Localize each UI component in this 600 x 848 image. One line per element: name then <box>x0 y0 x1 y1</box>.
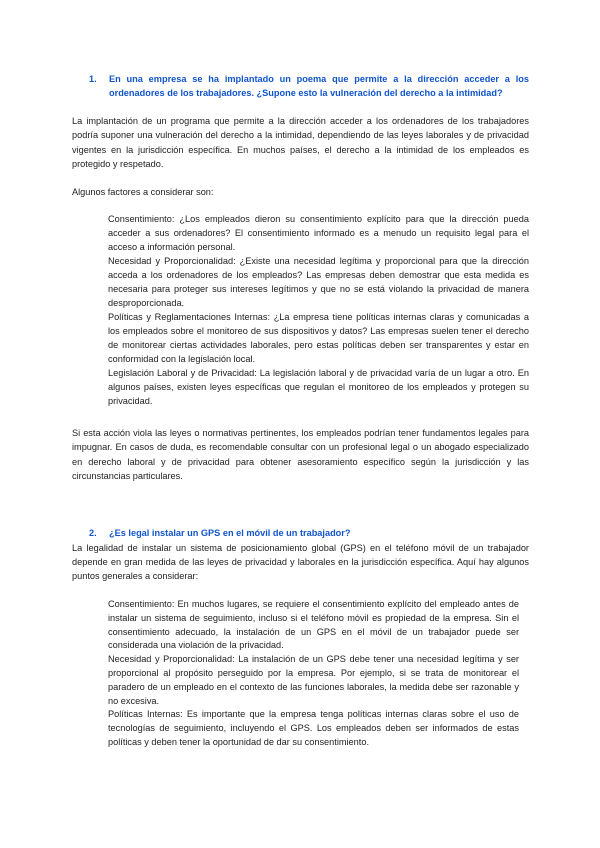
section1-intro: La implantación de un programa que permite a la dirección acceder a los ordenadores de los trabajadores podría suponer una vulneración del derecho a la intimidad, dependiendo de las leyes laborales y de privacidad vigentes en la jurisdicción específica. En muchos países, el derecho a la intimidad de los empleados es protegido y respetado. <box>72 116 529 170</box>
point-necesidad: Necesidad y Proporcionalidad: La instalación de un GPS debe tener una necesidad legítima y ser proporcional al propósito perseguido por la empresa. Por ejemplo, si se trata de monitorear el paradero de un empleado en el contexto de las funciones laborales, la medida debe ser razonable y no excesiva. <box>108 654 519 706</box>
section2-intro: La legalidad de instalar un sistema de posicionamiento global (GPS) en el teléfono móvil de un trabajador depende en gran medida de las leyes de privacidad y laborales en la jurisdicción específica. Aquí hay algunos puntos generales a considerar: <box>72 543 529 581</box>
factor-legislacion: Legislación Laboral y de Privacidad: La legislación laboral y de privacidad varía de un lugar a otro. En algunos países, existen leyes específicas que regulan el monitoreo de los empleados y protegen su privacidad. <box>108 368 529 406</box>
section2-number: 2. <box>89 528 97 538</box>
section1-conclusion: Si esta acción viola las leyes o normativas pertinentes, los empleados podrían tener fundamentos legales para impugnar. En casos de duda, es recomendable consultar con un profesional legal o un abogado especializado en derecho laboral y de privacidad para obtener asesoramiento específico según la jurisdicción y las circunstancias particulares. <box>72 428 529 482</box>
section1-heading <box>89 73 529 100</box>
point-consentimiento: Consentimiento: En muchos lugares, se requiere el consentimiento explícito del empleado antes de instalar un sistema de seguimiento, incluso si el teléfono móvil es propiedad de la empresa. Sin el consentimiento adecuado, la instalación de un GPS en el móvil de un trabajador puede ser considerada una violación de la privacidad. <box>108 599 519 651</box>
section2-question: ¿Es legal instalar un GPS en el móvil de un trabajador? <box>109 528 351 538</box>
factor-politicas: Políticas y Reglamentaciones Internas: ¿La empresa tiene políticas internas claras y comunicadas a los empleados sobre el monitoreo de sus dispositivos y datos? Las empresas suelen tener el derecho de monitorear ciertas actividades laborales, pero estas políticas deben ser transparentes y estar en conformidad con la legislación local. <box>108 312 529 364</box>
gps-points-list <box>108 598 519 750</box>
factors-heading: Algunos factores a considerar son: <box>72 187 214 197</box>
section1-number: 1. <box>89 74 97 84</box>
factors-list <box>108 212 529 408</box>
point-politicas: Políticas Internas: Es importante que la empresa tenga políticas internas claras sobre el uso de tecnologías de seguimiento, incluyendo el GPS. Los empleados deben ser informados de estas políticas y deben tener la oportunidad de dar su consentimiento. <box>108 709 519 747</box>
section1-question: En una empresa se ha implantado un poema que permite a la dirección acceder a los ordenadores de los trabajadores. ¿Supone esto la vulneración del derecho a la intimidad? <box>109 74 529 98</box>
factor-necesidad: Necesidad y Proporcionalidad: ¿Existe una necesidad legítima y proporcional para que la dirección acceda a los ordenadores de los empleados? Las empresas deben demostrar que esta medida es necesaria para proteger sus intereses legítimos y que no se está violando la privacidad de manera desproporcionada. <box>108 256 529 308</box>
factor-consentimiento: Consentimiento: ¿Los empleados dieron su consentimiento explícito para que la dirección pueda acceder a sus ordenadores? El consentimiento informado es a menudo un requisito legal para el acceso a información personal. <box>108 214 529 252</box>
section2-heading <box>89 527 529 541</box>
